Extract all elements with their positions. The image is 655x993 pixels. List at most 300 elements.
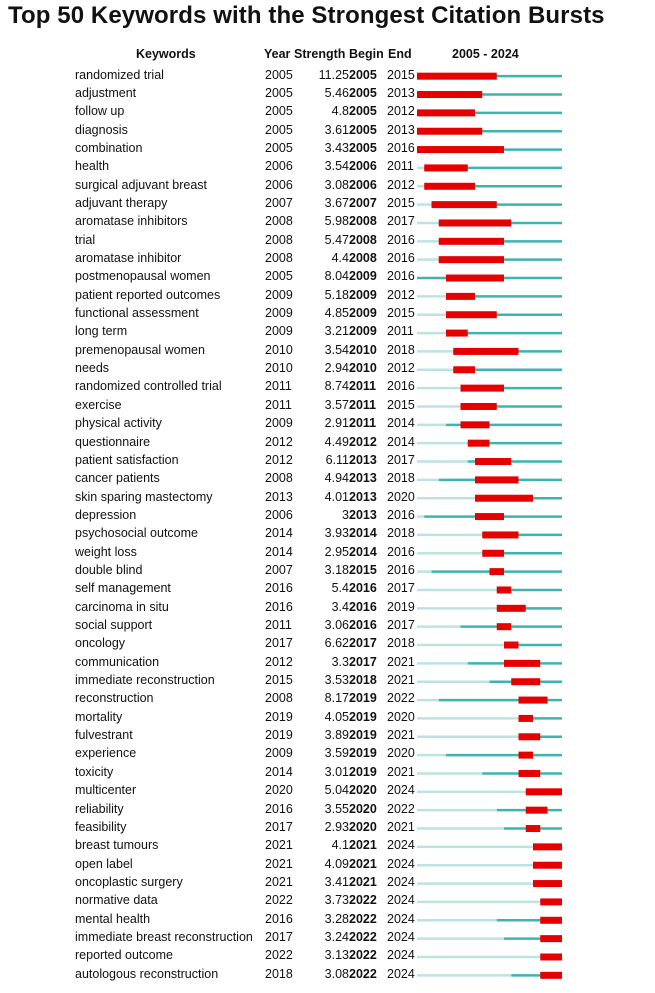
cell-begin: 2011 <box>349 379 377 394</box>
cell-year: 2009 <box>265 416 293 431</box>
cell-end: 2012 <box>387 287 415 302</box>
cell-begin: 2008 <box>349 214 377 229</box>
header-keywords: Keywords <box>136 47 196 61</box>
cell-keyword: immediate reconstruction <box>75 673 215 688</box>
cell-end: 2016 <box>387 562 415 577</box>
cell-keyword: aromatase inhibitor <box>75 251 182 265</box>
cell-end: 2022 <box>387 691 415 706</box>
cell-keyword: double blind <box>75 562 143 577</box>
cell-strength: 3.41 <box>324 874 349 889</box>
cell-begin: 2014 <box>349 526 377 541</box>
cell-strength: 4.85 <box>324 306 349 321</box>
burst-bar <box>417 73 497 80</box>
burst-bar <box>468 440 490 447</box>
cell-begin: 2005 <box>349 85 377 100</box>
cell-strength: 5.46 <box>324 85 349 100</box>
burst-bar <box>446 293 475 300</box>
cell-begin: 2010 <box>349 361 377 376</box>
cell-year: 2019 <box>265 728 293 743</box>
burst-bar <box>417 109 475 116</box>
burst-bar <box>453 348 518 355</box>
cell-keyword: long term <box>75 324 128 339</box>
cell-begin: 2005 <box>349 140 377 155</box>
cell-year: 2019 <box>265 709 293 724</box>
burst-bar <box>519 770 541 777</box>
cell-end: 2016 <box>387 251 415 265</box>
cell-strength: 3.67 <box>324 195 349 210</box>
cell-year: 2016 <box>265 599 293 614</box>
cell-end: 2012 <box>387 361 415 376</box>
cell-end: 2021 <box>387 764 415 779</box>
burst-bar <box>417 146 504 153</box>
cell-strength: 5.18 <box>324 287 349 302</box>
cell-begin: 2022 <box>349 966 377 981</box>
burst-bar <box>540 917 562 924</box>
cell-year: 2022 <box>265 948 293 963</box>
burst-bar <box>453 366 475 373</box>
cell-keyword: health <box>75 159 110 174</box>
cell-begin: 2019 <box>349 764 377 779</box>
cell-end: 2017 <box>387 581 415 596</box>
cell-year: 2008 <box>265 471 293 486</box>
burst-bar <box>439 238 504 245</box>
cell-begin: 2013 <box>349 489 377 504</box>
cell-year: 2017 <box>265 636 293 651</box>
cell-end: 2018 <box>387 526 415 541</box>
header-begin: Begin <box>349 47 384 61</box>
cell-strength: 5.47 <box>324 232 349 247</box>
cell-strength: 6.11 <box>325 452 349 467</box>
cell-keyword: oncoplastic surgery <box>75 874 183 889</box>
cell-begin: 2009 <box>349 306 377 321</box>
cell-end: 2013 <box>387 85 415 100</box>
cell-keyword: reported outcome <box>75 948 173 963</box>
cell-strength: 3.54 <box>324 159 349 174</box>
cell-strength: 4.8 <box>331 104 349 119</box>
cell-strength: 2.94 <box>324 361 349 376</box>
burst-bar <box>482 531 518 538</box>
burst-bar <box>417 91 482 98</box>
cell-strength: 4.49 <box>324 434 349 449</box>
cell-begin: 2006 <box>349 159 377 174</box>
cell-end: 2016 <box>387 232 415 247</box>
cell-begin: 2019 <box>349 728 377 743</box>
cell-begin: 2005 <box>349 104 377 119</box>
cell-year: 2007 <box>265 562 293 577</box>
cell-keyword: normative data <box>75 893 158 908</box>
cell-begin: 2022 <box>349 911 377 926</box>
cell-strength: 3.06 <box>324 618 349 632</box>
cell-end: 2021 <box>387 728 415 743</box>
cell-strength: 3.18 <box>324 562 349 577</box>
cell-keyword: aromatase inhibitors <box>75 214 188 229</box>
cell-strength: 4.05 <box>324 709 349 724</box>
cell-keyword: diagnosis <box>75 122 128 137</box>
cell-end: 2017 <box>387 214 415 229</box>
cell-end: 2016 <box>387 507 415 522</box>
burst-bar <box>497 586 512 593</box>
burst-bar <box>475 495 533 502</box>
cell-strength: 3.3 <box>331 654 349 669</box>
cell-strength: 3.4 <box>331 599 349 614</box>
burst-bar <box>475 513 504 520</box>
cell-keyword: premenopausal women <box>75 342 205 357</box>
burst-bar <box>504 660 540 667</box>
cell-keyword: feasibility <box>75 819 127 834</box>
cell-keyword: functional assessment <box>75 306 199 321</box>
cell-begin: 2019 <box>349 709 377 724</box>
cell-year: 2007 <box>265 195 293 210</box>
cell-end: 2024 <box>387 783 415 798</box>
cell-end: 2016 <box>387 269 415 284</box>
burst-bar <box>446 311 497 318</box>
cell-strength: 5.98 <box>324 214 349 229</box>
cell-begin: 2009 <box>349 287 377 302</box>
cell-year: 2014 <box>265 764 293 779</box>
cell-begin: 2021 <box>349 856 377 871</box>
cell-year: 2009 <box>265 746 293 761</box>
cell-year: 2009 <box>265 287 293 302</box>
cell-end: 2022 <box>387 801 415 816</box>
cell-keyword: skin sparing mastectomy <box>75 489 213 504</box>
cell-keyword: self management <box>75 581 171 596</box>
cell-end: 2015 <box>387 306 415 321</box>
burst-bar <box>475 476 519 483</box>
cell-strength: 3.08 <box>324 177 349 192</box>
cell-end: 2020 <box>387 746 415 761</box>
cell-begin: 2007 <box>349 195 377 210</box>
burst-bar <box>540 935 562 942</box>
cell-begin: 2015 <box>349 562 377 577</box>
cell-keyword: multicenter <box>75 783 137 798</box>
cell-begin: 2013 <box>349 507 377 522</box>
cell-begin: 2020 <box>349 801 377 816</box>
burst-bar <box>540 898 562 905</box>
cell-year: 2021 <box>265 838 293 853</box>
cell-year: 2017 <box>265 819 293 834</box>
burst-bar <box>526 825 541 832</box>
cell-end: 2018 <box>387 342 415 357</box>
cell-end: 2015 <box>387 67 415 82</box>
cell-begin: 2005 <box>349 122 377 137</box>
cell-end: 2011 <box>387 159 414 174</box>
cell-keyword: oncology <box>75 636 126 651</box>
cell-end: 2024 <box>387 893 415 908</box>
cell-strength: 3.43 <box>324 140 349 155</box>
cell-end: 2014 <box>387 434 415 449</box>
burst-bar <box>533 880 562 887</box>
cell-keyword: fulvestrant <box>75 728 133 743</box>
cell-keyword: adjuvant therapy <box>75 195 168 210</box>
burst-bar <box>424 183 475 190</box>
cell-year: 2011 <box>265 379 292 394</box>
cell-year: 2014 <box>265 526 293 541</box>
cell-year: 2016 <box>265 801 293 816</box>
cell-year: 2006 <box>265 507 293 522</box>
cell-begin: 2008 <box>349 251 377 265</box>
cell-keyword: randomized controlled trial <box>75 379 222 394</box>
cell-end: 2020 <box>387 709 415 724</box>
cell-keyword: adjustment <box>75 85 137 100</box>
cell-year: 2013 <box>265 489 293 504</box>
cell-strength: 2.93 <box>324 819 349 834</box>
cell-year: 2011 <box>265 618 292 632</box>
cell-begin: 2021 <box>349 838 377 853</box>
cell-end: 2016 <box>387 544 415 559</box>
cell-strength: 3.24 <box>324 929 349 944</box>
cell-keyword: mortality <box>75 709 123 724</box>
burst-bar <box>417 128 482 135</box>
cell-begin: 2022 <box>349 948 377 963</box>
burst-bar <box>519 697 548 704</box>
cell-begin: 2020 <box>349 783 377 798</box>
cell-begin: 2022 <box>349 893 377 908</box>
burst-bar <box>490 568 505 575</box>
burst-bar <box>446 275 504 282</box>
cell-end: 2024 <box>387 838 415 853</box>
cell-end: 2024 <box>387 856 415 871</box>
cell-keyword: postmenopausal women <box>75 269 211 284</box>
cell-begin: 2005 <box>349 67 377 82</box>
cell-year: 2012 <box>265 452 293 467</box>
cell-year: 2021 <box>265 874 293 889</box>
cell-year: 2008 <box>265 251 293 265</box>
cell-keyword: social support <box>75 618 153 632</box>
burst-bar <box>533 862 562 869</box>
cell-end: 2020 <box>387 489 415 504</box>
cell-strength: 4.1 <box>331 838 349 853</box>
cell-keyword: experience <box>75 746 137 761</box>
cell-end: 2021 <box>387 654 415 669</box>
cell-begin: 2016 <box>349 599 377 614</box>
cell-end: 2018 <box>387 636 415 651</box>
cell-year: 2018 <box>265 966 293 981</box>
header-end: End <box>388 47 412 61</box>
cell-strength: 3.54 <box>324 342 349 357</box>
cell-strength: 5.4 <box>331 581 349 596</box>
cell-begin: 2010 <box>349 342 377 357</box>
cell-begin: 2012 <box>349 434 377 449</box>
cell-year: 2009 <box>265 306 293 321</box>
cell-keyword: needs <box>75 361 110 376</box>
burst-bar <box>497 605 526 612</box>
burst-bar <box>519 752 534 759</box>
burst-bar <box>461 403 497 410</box>
cell-year: 2016 <box>265 581 293 596</box>
cell-year: 2005 <box>265 104 293 119</box>
burst-bar <box>533 843 562 850</box>
cell-keyword: toxicity <box>75 764 114 779</box>
cell-keyword: carcinoma in situ <box>75 599 169 614</box>
cell-year: 2005 <box>265 85 293 100</box>
cell-begin: 2018 <box>349 673 377 688</box>
cell-year: 2021 <box>265 856 293 871</box>
burst-bar <box>439 219 512 226</box>
cell-strength: 3.28 <box>324 911 349 926</box>
cell-begin: 2019 <box>349 746 377 761</box>
cell-strength: 3.53 <box>324 673 349 688</box>
burst-bar <box>540 953 562 960</box>
cell-year: 2010 <box>265 361 293 376</box>
cell-keyword: autologous reconstruction <box>75 966 219 981</box>
cell-strength: 3.57 <box>324 397 349 412</box>
burst-bar <box>519 715 534 722</box>
cell-end: 2014 <box>387 416 415 431</box>
cell-end: 2024 <box>387 911 415 926</box>
cell-strength: 4.94 <box>324 471 349 486</box>
cell-end: 2017 <box>387 618 415 632</box>
cell-end: 2011 <box>387 324 414 339</box>
cell-year: 2011 <box>265 397 292 412</box>
cell-year: 2008 <box>265 214 293 229</box>
cell-year: 2016 <box>265 911 293 926</box>
cell-begin: 2017 <box>349 636 377 651</box>
cell-keyword: open label <box>75 856 133 871</box>
cell-strength: 3.01 <box>324 764 349 779</box>
burst-bar <box>526 807 548 814</box>
cell-begin: 2021 <box>349 874 377 889</box>
burst-bar <box>540 972 562 979</box>
cell-keyword: combination <box>75 140 143 155</box>
cell-keyword: mental health <box>75 911 151 926</box>
cell-keyword: reconstruction <box>75 691 154 706</box>
cell-end: 2024 <box>387 948 415 963</box>
cell-year: 2017 <box>265 929 293 944</box>
burst-bar <box>519 733 541 740</box>
burst-bar <box>461 385 505 392</box>
cell-keyword: cancer patients <box>75 471 160 486</box>
cell-end: 2017 <box>387 452 415 467</box>
cell-keyword: questionnaire <box>75 434 151 449</box>
cell-end: 2013 <box>387 122 415 137</box>
cell-end: 2015 <box>387 397 415 412</box>
burst-bar <box>461 421 490 428</box>
cell-year: 2005 <box>265 140 293 155</box>
cell-year: 2015 <box>265 673 293 688</box>
cell-keyword: weight loss <box>75 544 137 559</box>
cell-year: 2010 <box>265 342 293 357</box>
burst-bar <box>439 256 504 263</box>
cell-keyword: patient satisfaction <box>75 452 179 467</box>
cell-strength: 11.25 <box>318 67 349 82</box>
cell-strength: 3.93 <box>324 526 349 541</box>
cell-strength: 4.09 <box>324 856 349 871</box>
cell-end: 2012 <box>387 104 415 119</box>
cell-keyword: patient reported outcomes <box>75 287 221 302</box>
cell-strength: 8.04 <box>324 269 349 284</box>
cell-begin: 2006 <box>349 177 377 192</box>
cell-strength: 2.95 <box>324 544 349 559</box>
cell-strength: 3.73 <box>324 893 349 908</box>
burst-bar <box>526 788 562 795</box>
cell-keyword: randomized trial <box>75 67 164 82</box>
cell-year: 2006 <box>265 177 293 192</box>
cell-strength: 4.4 <box>331 251 349 265</box>
cell-begin: 2013 <box>349 452 377 467</box>
cell-year: 2006 <box>265 159 293 174</box>
chart-title: Top 50 Keywords with the Strongest Citation Bursts <box>8 2 605 29</box>
burst-bar <box>424 164 468 171</box>
cell-year: 2012 <box>265 654 293 669</box>
header-strength: Strength <box>294 47 346 61</box>
cell-keyword: exercise <box>75 397 122 412</box>
cell-keyword: reliability <box>75 801 124 816</box>
cell-end: 2021 <box>387 819 415 834</box>
burst-bar <box>482 550 504 557</box>
cell-year: 2020 <box>265 783 293 798</box>
cell-year: 2005 <box>265 269 293 284</box>
burst-bar <box>432 201 497 208</box>
cell-end: 2024 <box>387 874 415 889</box>
cell-strength: 3.13 <box>324 948 349 963</box>
cell-keyword: psychosocial outcome <box>75 526 198 541</box>
cell-keyword: depression <box>75 507 137 522</box>
burst-bar <box>511 678 540 685</box>
cell-strength: 5.04 <box>324 783 349 798</box>
cell-year: 2022 <box>265 893 293 908</box>
cell-strength: 2.91 <box>324 416 349 431</box>
cell-strength: 3.55 <box>324 801 349 816</box>
cell-year: 2008 <box>265 232 293 247</box>
cell-end: 2015 <box>387 195 415 210</box>
cell-year: 2009 <box>265 324 293 339</box>
cell-strength: 8.17 <box>324 691 349 706</box>
cell-year: 2005 <box>265 67 293 82</box>
cell-begin: 2009 <box>349 269 377 284</box>
cell-strength: 6.62 <box>324 636 349 651</box>
burst-bar <box>446 330 468 337</box>
cell-year: 2012 <box>265 434 293 449</box>
cell-begin: 2022 <box>349 929 377 944</box>
cell-begin: 2014 <box>349 544 377 559</box>
cell-strength: 4.01 <box>324 489 349 504</box>
cell-strength: 3.59 <box>324 746 349 761</box>
cell-keyword: physical activity <box>75 416 162 431</box>
cell-year: 2008 <box>265 691 293 706</box>
cell-begin: 2016 <box>349 618 377 632</box>
cell-end: 2012 <box>387 177 415 192</box>
header-range: 2005 - 2024 <box>452 47 519 61</box>
cell-begin: 2013 <box>349 471 377 486</box>
cell-strength: 3.61 <box>324 122 349 137</box>
cell-begin: 2019 <box>349 691 377 706</box>
cell-begin: 2017 <box>349 654 377 669</box>
cell-end: 2016 <box>387 140 415 155</box>
cell-keyword: follow up <box>75 104 125 119</box>
cell-year: 2005 <box>265 122 293 137</box>
cell-begin: 2020 <box>349 819 377 834</box>
cell-end: 2024 <box>387 966 415 981</box>
cell-keyword: immediate breast reconstruction <box>75 929 253 944</box>
cell-end: 2018 <box>387 471 415 486</box>
cell-year: 2014 <box>265 544 293 559</box>
cell-end: 2016 <box>387 379 415 394</box>
cell-strength: 3.89 <box>324 728 349 743</box>
cell-begin: 2016 <box>349 581 377 596</box>
burst-bar <box>504 642 519 649</box>
cell-begin: 2011 <box>349 416 377 431</box>
cell-strength: 3.08 <box>324 966 349 981</box>
cell-end: 2024 <box>387 929 415 944</box>
cell-keyword: surgical adjuvant breast <box>75 177 208 192</box>
cell-begin: 2008 <box>349 232 377 247</box>
cell-keyword: trial <box>75 232 96 247</box>
cell-strength: 8.74 <box>324 379 349 394</box>
header-year: Year <box>264 47 291 61</box>
cell-strength: 3 <box>342 507 349 522</box>
burst-bar <box>475 458 511 465</box>
cell-begin: 2009 <box>349 324 377 339</box>
